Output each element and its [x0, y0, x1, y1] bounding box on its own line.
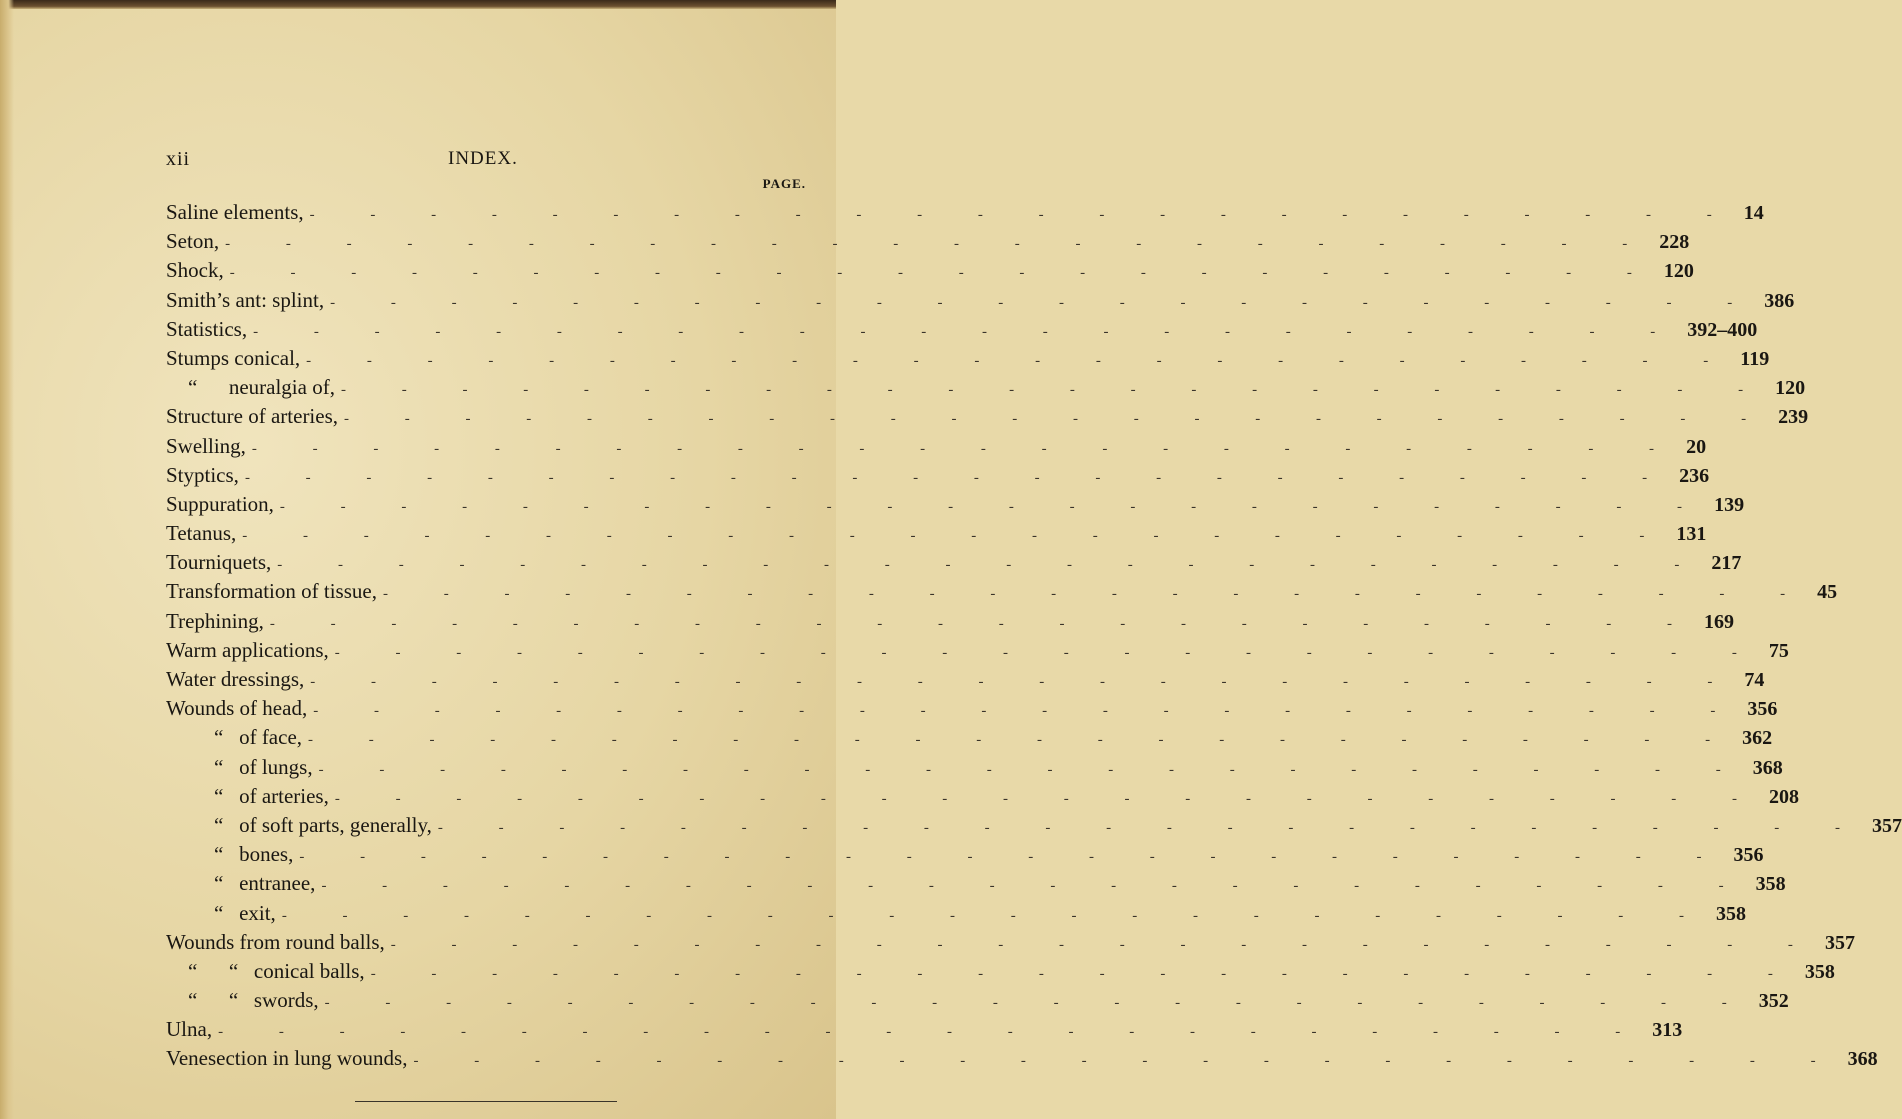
entry-label: Tetanus, — [166, 521, 237, 546]
entry-page-number: 228 — [1659, 231, 1690, 254]
page-title: INDEX. — [448, 148, 518, 169]
page-top-edge — [0, 0, 836, 9]
entry-page-number: 169 — [1703, 610, 1734, 633]
dot-leader: - - - - - - - - - - - - - - - - - - - - - - - - — [437, 819, 1867, 836]
entry-page-number: 392–400 — [1687, 318, 1758, 341]
dot-leader: - - - - - - - - - - - - - - - - - - - - - - - - — [306, 352, 1735, 369]
dot-leader: - - - - - - - - - - - - - - - - - - - - - - - - — [277, 557, 1706, 574]
index-entry — [166, 899, 1746, 928]
entry-page-number: 356 — [1733, 844, 1764, 867]
dot-leader: - - - - - - - - - - - - - - - - - - - - - - - - — [251, 440, 1681, 457]
entry-page-number: 236 — [1679, 464, 1710, 487]
index-entry — [166, 928, 1855, 957]
dot-leader: - - - - - - - - - - - - - - - - - - - - - - - - — [334, 790, 1763, 807]
dot-leader: - - - - - - - - - - - - - - - - - - - - - - - - — [253, 323, 1682, 340]
dot-leader: - - - - - - - - - - - - - - - - - - - - - - - - — [281, 907, 1710, 924]
index-entry — [166, 957, 1835, 986]
index-entry — [166, 373, 1806, 402]
index-entry — [166, 198, 1764, 227]
index-entry — [166, 461, 1710, 490]
dot-leader: - - - - - - - - - - - - - - - - - - - - - - - - — [244, 469, 1674, 486]
index-entries — [166, 198, 1902, 1074]
index-entry — [166, 869, 1786, 898]
dot-leader: - - - - - - - - - - - - - - - - - - - - - - - - — [340, 382, 1770, 399]
entry-label: Styptics, — [166, 462, 239, 487]
entry-label: Ulna, — [166, 1017, 213, 1042]
index-entry — [166, 840, 1764, 869]
index-entry — [166, 402, 1809, 431]
entry-page-number: 119 — [1740, 347, 1770, 370]
index-entry — [166, 490, 1745, 519]
entry-label: “ of arteries, — [214, 783, 329, 808]
page-column-label: PAGE. — [762, 176, 806, 191]
entry-page-number: 139 — [1714, 493, 1745, 516]
entry-page-number: 358 — [1715, 902, 1746, 925]
index-entry — [166, 665, 1765, 694]
entry-page-number: 45 — [1817, 581, 1838, 604]
entry-label: “ of soft parts, generally, — [214, 812, 432, 837]
index-entry — [166, 315, 1758, 344]
index-entry — [166, 694, 1778, 723]
entry-label: Swelling, — [166, 433, 246, 458]
entry-label: Water dressings, — [166, 667, 305, 691]
dot-leader: - - - - - - - - - - - - - - - - - - - - - - - - — [229, 265, 1658, 282]
entry-page-number: 74 — [1744, 669, 1765, 691]
dot-leader: - - - - - - - - - - - - - - - - - - - - - - - - — [299, 849, 1728, 866]
entry-page-number: 120 — [1775, 377, 1806, 400]
dot-leader: - - - - - - - - - - - - - - - - - - - - - - - - — [242, 528, 1671, 545]
dot-leader: - - - - - - - - - - - - - - - - - - - - - - - - — [218, 1024, 1647, 1041]
entry-page-number: 357 — [1872, 814, 1902, 837]
entry-page-number: 208 — [1769, 785, 1799, 808]
entry-label: Stumps conical, — [166, 345, 301, 370]
entry-label: Saline elements, — [166, 200, 304, 224]
entry-page-number: 358 — [1804, 960, 1835, 983]
index-entry — [166, 577, 1838, 606]
entry-label: Shock, — [166, 258, 224, 283]
entry-label: Suppuration, — [166, 491, 274, 516]
entry-label: Structure of arteries, — [166, 404, 339, 429]
index-entry — [166, 519, 1707, 548]
entry-page-number: 357 — [1824, 931, 1855, 954]
entry-label: Warm applications, — [166, 637, 329, 662]
dot-leader: - - - - - - - - - - - - - - - - - - - - - - - - — [225, 236, 1654, 253]
entry-label: Transformation of tissue, — [166, 579, 377, 604]
entry-label: Trephining, — [166, 608, 264, 633]
page-gutter — [0, 0, 14, 1119]
entry-page-number: 120 — [1663, 260, 1694, 283]
index-entry — [166, 607, 1734, 636]
entry-page-number: 75 — [1768, 639, 1789, 662]
entry-label: Smith’s ant: splint, — [166, 287, 325, 312]
entry-label: Statistics, — [166, 316, 248, 341]
page-folio: xii — [166, 148, 191, 170]
dot-leader: - - - - - - - - - - - - - - - - - - - - - - - - — [413, 1053, 1842, 1070]
entry-label: Wounds from round balls, — [166, 929, 385, 954]
entry-page-number: 368 — [1847, 1048, 1878, 1071]
entry-page-number: 131 — [1676, 523, 1707, 546]
entry-page-number: 217 — [1711, 552, 1742, 575]
index-entry — [166, 548, 1742, 577]
entry-page-number: 358 — [1755, 873, 1786, 896]
dot-leader: - - - - - - - - - - - - - - - - - - - - - - - - — [318, 761, 1747, 778]
entry-label: “ entranee, — [214, 871, 316, 896]
bottom-rule — [355, 1101, 617, 1102]
dot-leader: - - - - - - - - - - - - - - - - - - - - - - - - — [313, 703, 1742, 720]
index-entry — [166, 1015, 1683, 1044]
index-entry — [166, 753, 1783, 782]
entry-page-number: 239 — [1778, 406, 1809, 429]
entry-page-number: 368 — [1752, 756, 1783, 779]
dot-leader: - - - - - - - - - - - - - - - - - - - - - - - - — [309, 207, 1738, 223]
index-entry — [166, 227, 1690, 256]
running-head — [166, 148, 806, 176]
index-entry — [166, 986, 1789, 1015]
dot-leader: - - - - - - - - - - - - - - - - - - - - - - - - — [344, 411, 1773, 428]
entry-page-number: 352 — [1758, 990, 1789, 1013]
entry-page-number: 20 — [1686, 435, 1707, 458]
dot-leader: - - - - - - - - - - - - - - - - - - - - - - - - — [321, 878, 1750, 895]
index-entry — [166, 723, 1773, 752]
index-entry — [166, 256, 1694, 285]
entry-label: “ of face, — [214, 725, 303, 750]
entry-label: Seton, — [166, 229, 220, 254]
entry-label: “ “ swords, — [188, 988, 319, 1013]
index-entry — [166, 636, 1789, 665]
entry-label: “ of lungs, — [214, 754, 313, 779]
dot-leader: - - - - - - - - - - - - - - - - - - - - - - - - — [310, 674, 1739, 690]
dot-leader: - - - - - - - - - - - - - - - - - - - - - - - - — [269, 615, 1698, 632]
entry-label: “ “ conical balls, — [188, 958, 365, 983]
index-entry — [166, 286, 1795, 315]
dot-leader: - - - - - - - - - - - - - - - - - - - - - - - - — [370, 965, 1799, 982]
index-entry — [166, 432, 1707, 461]
entry-page-number: 386 — [1764, 289, 1795, 312]
entry-page-number: 356 — [1747, 698, 1778, 721]
entry-label: Venesection in lung wounds, — [166, 1046, 408, 1071]
entry-label: Tourniquets, — [166, 550, 272, 575]
entry-page-number: 14 — [1743, 202, 1764, 224]
dot-leader: - - - - - - - - - - - - - - - - - - - - - - - - — [330, 294, 1759, 311]
dot-leader: - - - - - - - - - - - - - - - - - - - - - - - - — [308, 732, 1737, 749]
entry-page-number: 362 — [1742, 727, 1773, 750]
dot-leader: - - - - - - - - - - - - - - - - - - - - - - - - — [324, 995, 1753, 1012]
entry-label: “ bones, — [214, 842, 294, 867]
dot-leader: - - - - - - - - - - - - - - - - - - - - - - - - — [279, 498, 1709, 515]
dot-leader: - - - - - - - - - - - - - - - - - - - - - - - - — [390, 936, 1819, 953]
entry-label: “ neuralgia of, — [188, 375, 335, 400]
dot-leader: - - - - - - - - - - - - - - - - - - - - - - - - — [382, 586, 1812, 603]
entry-label: “ exit, — [214, 900, 276, 925]
index-entry — [166, 1044, 1878, 1073]
entry-label: Wounds of head, — [166, 696, 308, 721]
index-entry — [166, 344, 1770, 373]
dot-leader: - - - - - - - - - - - - - - - - - - - - - - - - — [334, 644, 1763, 661]
index-entry — [166, 782, 1799, 811]
index-entry — [166, 811, 1902, 840]
entry-page-number: 313 — [1652, 1019, 1683, 1042]
